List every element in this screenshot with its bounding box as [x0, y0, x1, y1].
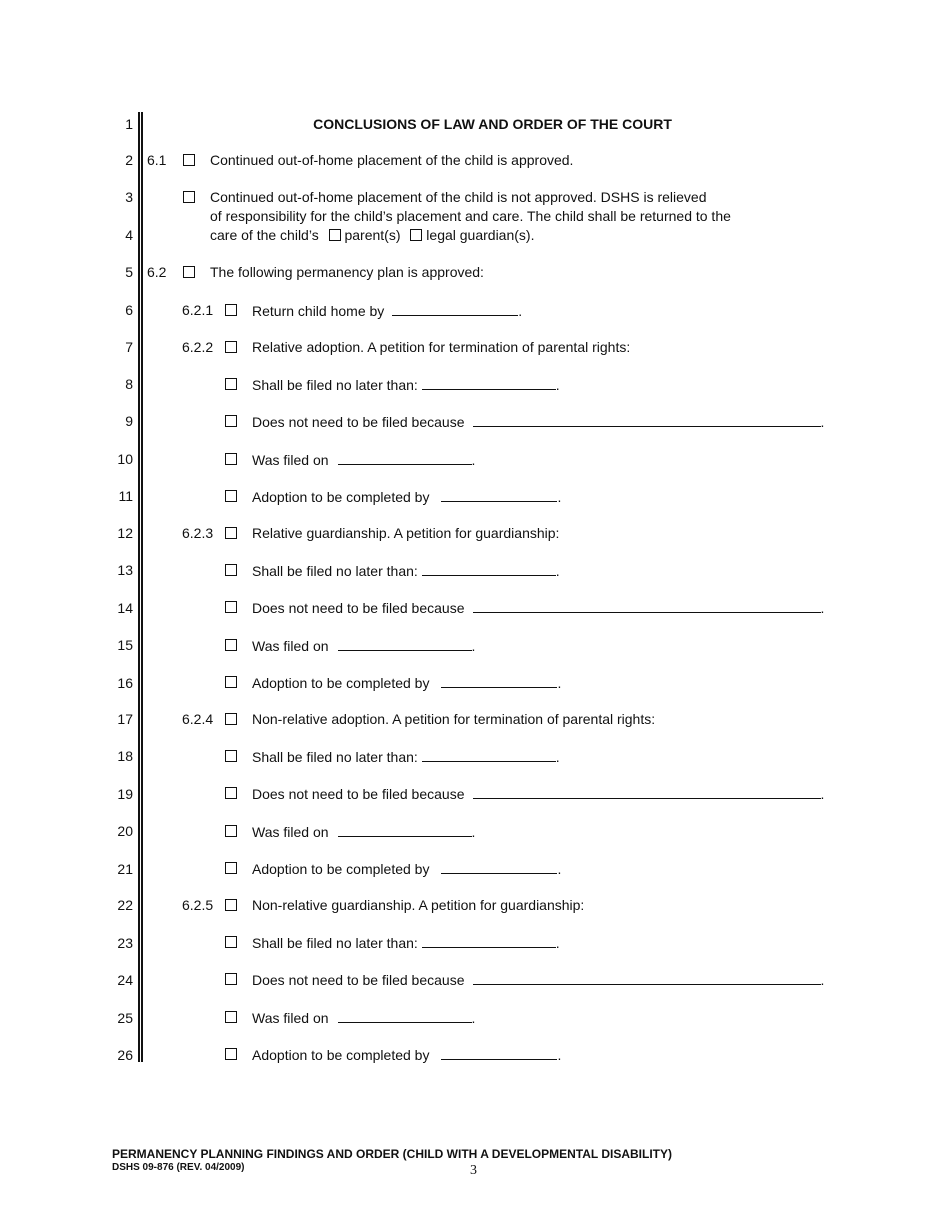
line-number: 14	[117, 600, 133, 616]
relative-guardianship-was-filed-on-row	[252, 637, 475, 654]
was-filed-on-label: Was filed on	[252, 452, 329, 468]
checkbox-non-relative-adoption-adoption-completed-by[interactable]	[225, 862, 237, 874]
relative-adoption-shall-be-filed-row	[252, 376, 560, 393]
relative-guardianship-number: 6.2.3	[182, 525, 214, 541]
not-need-filed-label: Does not need to be filed because	[252, 600, 465, 616]
checkbox-parents[interactable]	[329, 229, 341, 241]
line-number: 10	[117, 451, 133, 467]
margin-double-rule	[138, 112, 140, 1062]
relative-adoption-adoption-completed-by-row	[252, 488, 561, 505]
shall-be-filed-label: Shall be filed no later than:	[252, 377, 418, 393]
period: .	[555, 749, 560, 765]
period: .	[555, 935, 560, 951]
return-home-date-field[interactable]	[392, 302, 518, 316]
placement-not-approved-line2: of responsibility for the child’s placement and care. The child shall be returned to the	[210, 208, 731, 224]
non-relative-guardianship-number: 6.2.5	[182, 897, 214, 913]
section-6-1-number: 6.1	[147, 152, 167, 168]
non-relative-adoption-number: 6.2.4	[182, 711, 214, 727]
was-filed-on-label: Was filed on	[252, 638, 329, 654]
line-number: 21	[117, 861, 133, 877]
line-number: 7	[125, 339, 133, 355]
line-number: 16	[117, 675, 133, 691]
legal-guardians-label: legal guardian(s).	[426, 227, 535, 243]
period: .	[471, 824, 476, 840]
return-home-label: Return child home by	[252, 303, 385, 319]
not-need-filed-field[interactable]	[473, 599, 821, 613]
period: .	[471, 1010, 476, 1026]
checkbox-permanency-plan[interactable]	[183, 266, 195, 278]
checkbox-relative-guardianship[interactable]	[225, 527, 237, 539]
not-need-filed-label: Does not need to be filed because	[252, 414, 465, 430]
adoption-completed-by-label: Adoption to be completed by	[252, 861, 430, 877]
non-relative-adoption-not-need-filed-row	[252, 785, 824, 802]
shall-be-filed-field[interactable]	[422, 376, 556, 390]
line-number: 22	[117, 897, 133, 913]
relative-guardianship-shall-be-filed-row	[252, 562, 560, 579]
non-relative-adoption-adoption-completed-by-row	[252, 860, 561, 877]
checkbox-relative-guardianship-adoption-completed-by[interactable]	[225, 676, 237, 688]
non-relative-guardianship-shall-be-filed-row	[252, 934, 560, 951]
return-to-care-label: care of the child’s	[210, 227, 319, 243]
period: .	[820, 786, 825, 802]
checkbox-relative-guardianship-was-filed-on[interactable]	[225, 639, 237, 651]
shall-be-filed-label: Shall be filed no later than:	[252, 563, 418, 579]
checkbox-return-home[interactable]	[225, 304, 237, 316]
relative-adoption-was-filed-on-row	[252, 451, 475, 468]
placement-not-approved-line1: Continued out-of-home placement of the child is not approved. DSHS is relieved	[210, 189, 707, 205]
line-number: 3	[125, 189, 133, 205]
line-number: 23	[117, 935, 133, 951]
checkbox-non-relative-adoption-not-need-filed[interactable]	[225, 787, 237, 799]
relative-guardianship-not-need-filed-row	[252, 599, 824, 616]
period: .	[557, 489, 562, 505]
footer-form-title: PERMANENCY PLANNING FINDINGS AND ORDER (CHILD WITH A DEVELOPMENTAL DISABILITY)	[112, 1147, 673, 1161]
checkbox-relative-guardianship-shall-be-filed[interactable]	[225, 564, 237, 576]
shall-be-filed-label: Shall be filed no later than:	[252, 935, 418, 951]
line-number: 6	[125, 302, 133, 318]
non-relative-guardianship-was-filed-on-row	[252, 1009, 475, 1026]
relative-guardianship-label: Relative guardianship. A petition for guardianship:	[252, 525, 560, 541]
parents-label: parent(s)	[344, 227, 401, 243]
adoption-completed-by-field[interactable]	[441, 674, 557, 688]
checkbox-relative-guardianship-not-need-filed[interactable]	[225, 601, 237, 613]
line-number: 8	[125, 376, 133, 392]
line-number: 11	[118, 488, 133, 504]
relative-adoption-not-need-filed-row	[252, 413, 824, 430]
checkbox-non-relative-guardianship-not-need-filed[interactable]	[225, 973, 237, 985]
period: .	[820, 972, 825, 988]
line-number: 19	[117, 786, 133, 802]
not-need-filed-field[interactable]	[473, 971, 821, 985]
checkbox-non-relative-adoption-shall-be-filed[interactable]	[225, 750, 237, 762]
non-relative-guardianship-adoption-completed-by-row	[252, 1046, 561, 1063]
section-6-2-1-number: 6.2.1	[182, 302, 214, 318]
line-number: 15	[117, 637, 133, 653]
not-need-filed-label: Does not need to be filed because	[252, 786, 465, 802]
was-filed-on-label: Was filed on	[252, 824, 329, 840]
line-number: 20	[117, 823, 133, 839]
period: .	[555, 563, 560, 579]
line-number: 13	[117, 562, 133, 578]
section-6-2-number: 6.2	[147, 264, 167, 280]
was-filed-on-field[interactable]	[338, 637, 472, 651]
checkbox-relative-adoption-adoption-completed-by[interactable]	[225, 490, 237, 502]
shall-be-filed-field[interactable]	[422, 934, 556, 948]
period: .	[518, 303, 523, 319]
line-number: 4	[125, 227, 133, 243]
non-relative-guardianship-label: Non-relative guardianship. A petition for guardianship:	[252, 897, 585, 913]
was-filed-on-field[interactable]	[338, 823, 472, 837]
line-numbers	[105, 0, 133, 1230]
non-relative-guardianship-not-need-filed-row	[252, 971, 824, 988]
period: .	[557, 675, 562, 691]
period: .	[820, 600, 825, 616]
placement-approved-label: Continued out-of-home placement of the child is approved.	[210, 152, 574, 168]
checkbox-non-relative-guardianship-shall-be-filed[interactable]	[225, 936, 237, 948]
line-number: 26	[117, 1047, 133, 1063]
checkbox-placement-approved[interactable]	[183, 154, 195, 166]
checkbox-relative-adoption-shall-be-filed[interactable]	[225, 378, 237, 390]
page-number: 3	[470, 1163, 477, 1178]
checkbox-non-relative-guardianship[interactable]	[225, 899, 237, 911]
checkbox-non-relative-adoption[interactable]	[225, 713, 237, 725]
was-filed-on-field[interactable]	[338, 451, 472, 465]
adoption-completed-by-field[interactable]	[441, 860, 557, 874]
line-number: 2	[125, 152, 133, 168]
shall-be-filed-field[interactable]	[422, 562, 556, 576]
checkbox-non-relative-guardianship-was-filed-on[interactable]	[225, 1011, 237, 1023]
checkbox-relative-adoption-was-filed-on[interactable]	[225, 453, 237, 465]
not-need-filed-field[interactable]	[473, 413, 821, 427]
period: .	[820, 414, 825, 430]
period: .	[557, 861, 562, 877]
period: .	[555, 377, 560, 393]
placement-not-approved-line3	[210, 227, 534, 243]
non-relative-adoption-label: Non-relative adoption. A petition for termination of parental rights:	[252, 711, 656, 727]
line-number: 24	[117, 972, 133, 988]
not-need-filed-label: Does not need to be filed because	[252, 972, 465, 988]
was-filed-on-field[interactable]	[338, 1009, 472, 1023]
page-title: CONCLUSIONS OF LAW AND ORDER OF THE COURT	[313, 116, 672, 132]
return-home-row	[252, 302, 522, 319]
adoption-completed-by-label: Adoption to be completed by	[252, 675, 430, 691]
checkbox-relative-adoption[interactable]	[225, 341, 237, 353]
relative-adoption-number: 6.2.2	[182, 339, 214, 355]
line-number: 1	[125, 116, 133, 132]
shall-be-filed-field[interactable]	[422, 748, 556, 762]
line-number: 9	[125, 413, 133, 429]
checkbox-non-relative-guardianship-adoption-completed-by[interactable]	[225, 1048, 237, 1060]
relative-guardianship-adoption-completed-by-row	[252, 674, 561, 691]
permanency-plan-label: The following permanency plan is approved:	[210, 264, 484, 280]
adoption-completed-by-label: Adoption to be completed by	[252, 1047, 430, 1063]
line-number: 12	[117, 525, 133, 541]
not-need-filed-field[interactable]	[473, 785, 821, 799]
adoption-completed-by-label: Adoption to be completed by	[252, 489, 430, 505]
adoption-completed-by-field[interactable]	[441, 1046, 557, 1060]
line-number: 5	[125, 264, 133, 280]
period: .	[471, 452, 476, 468]
was-filed-on-label: Was filed on	[252, 1010, 329, 1026]
period: .	[471, 638, 476, 654]
non-relative-adoption-was-filed-on-row	[252, 823, 475, 840]
relative-adoption-label: Relative adoption. A petition for termination of parental rights:	[252, 339, 631, 355]
adoption-completed-by-field[interactable]	[441, 488, 557, 502]
non-relative-adoption-shall-be-filed-row	[252, 748, 560, 765]
checkbox-relative-adoption-not-need-filed[interactable]	[225, 415, 237, 427]
shall-be-filed-label: Shall be filed no later than:	[252, 749, 418, 765]
line-number: 25	[117, 1010, 133, 1026]
checkbox-non-relative-adoption-was-filed-on[interactable]	[225, 825, 237, 837]
checkbox-legal-guardians[interactable]	[410, 229, 422, 241]
line-number: 17	[117, 711, 133, 727]
period: .	[557, 1047, 562, 1063]
line-number: 18	[117, 748, 133, 764]
footer-form-number: DSHS 09-876 (REV. 04/2009)	[112, 1162, 245, 1173]
checkbox-placement-not-approved[interactable]	[183, 191, 195, 203]
